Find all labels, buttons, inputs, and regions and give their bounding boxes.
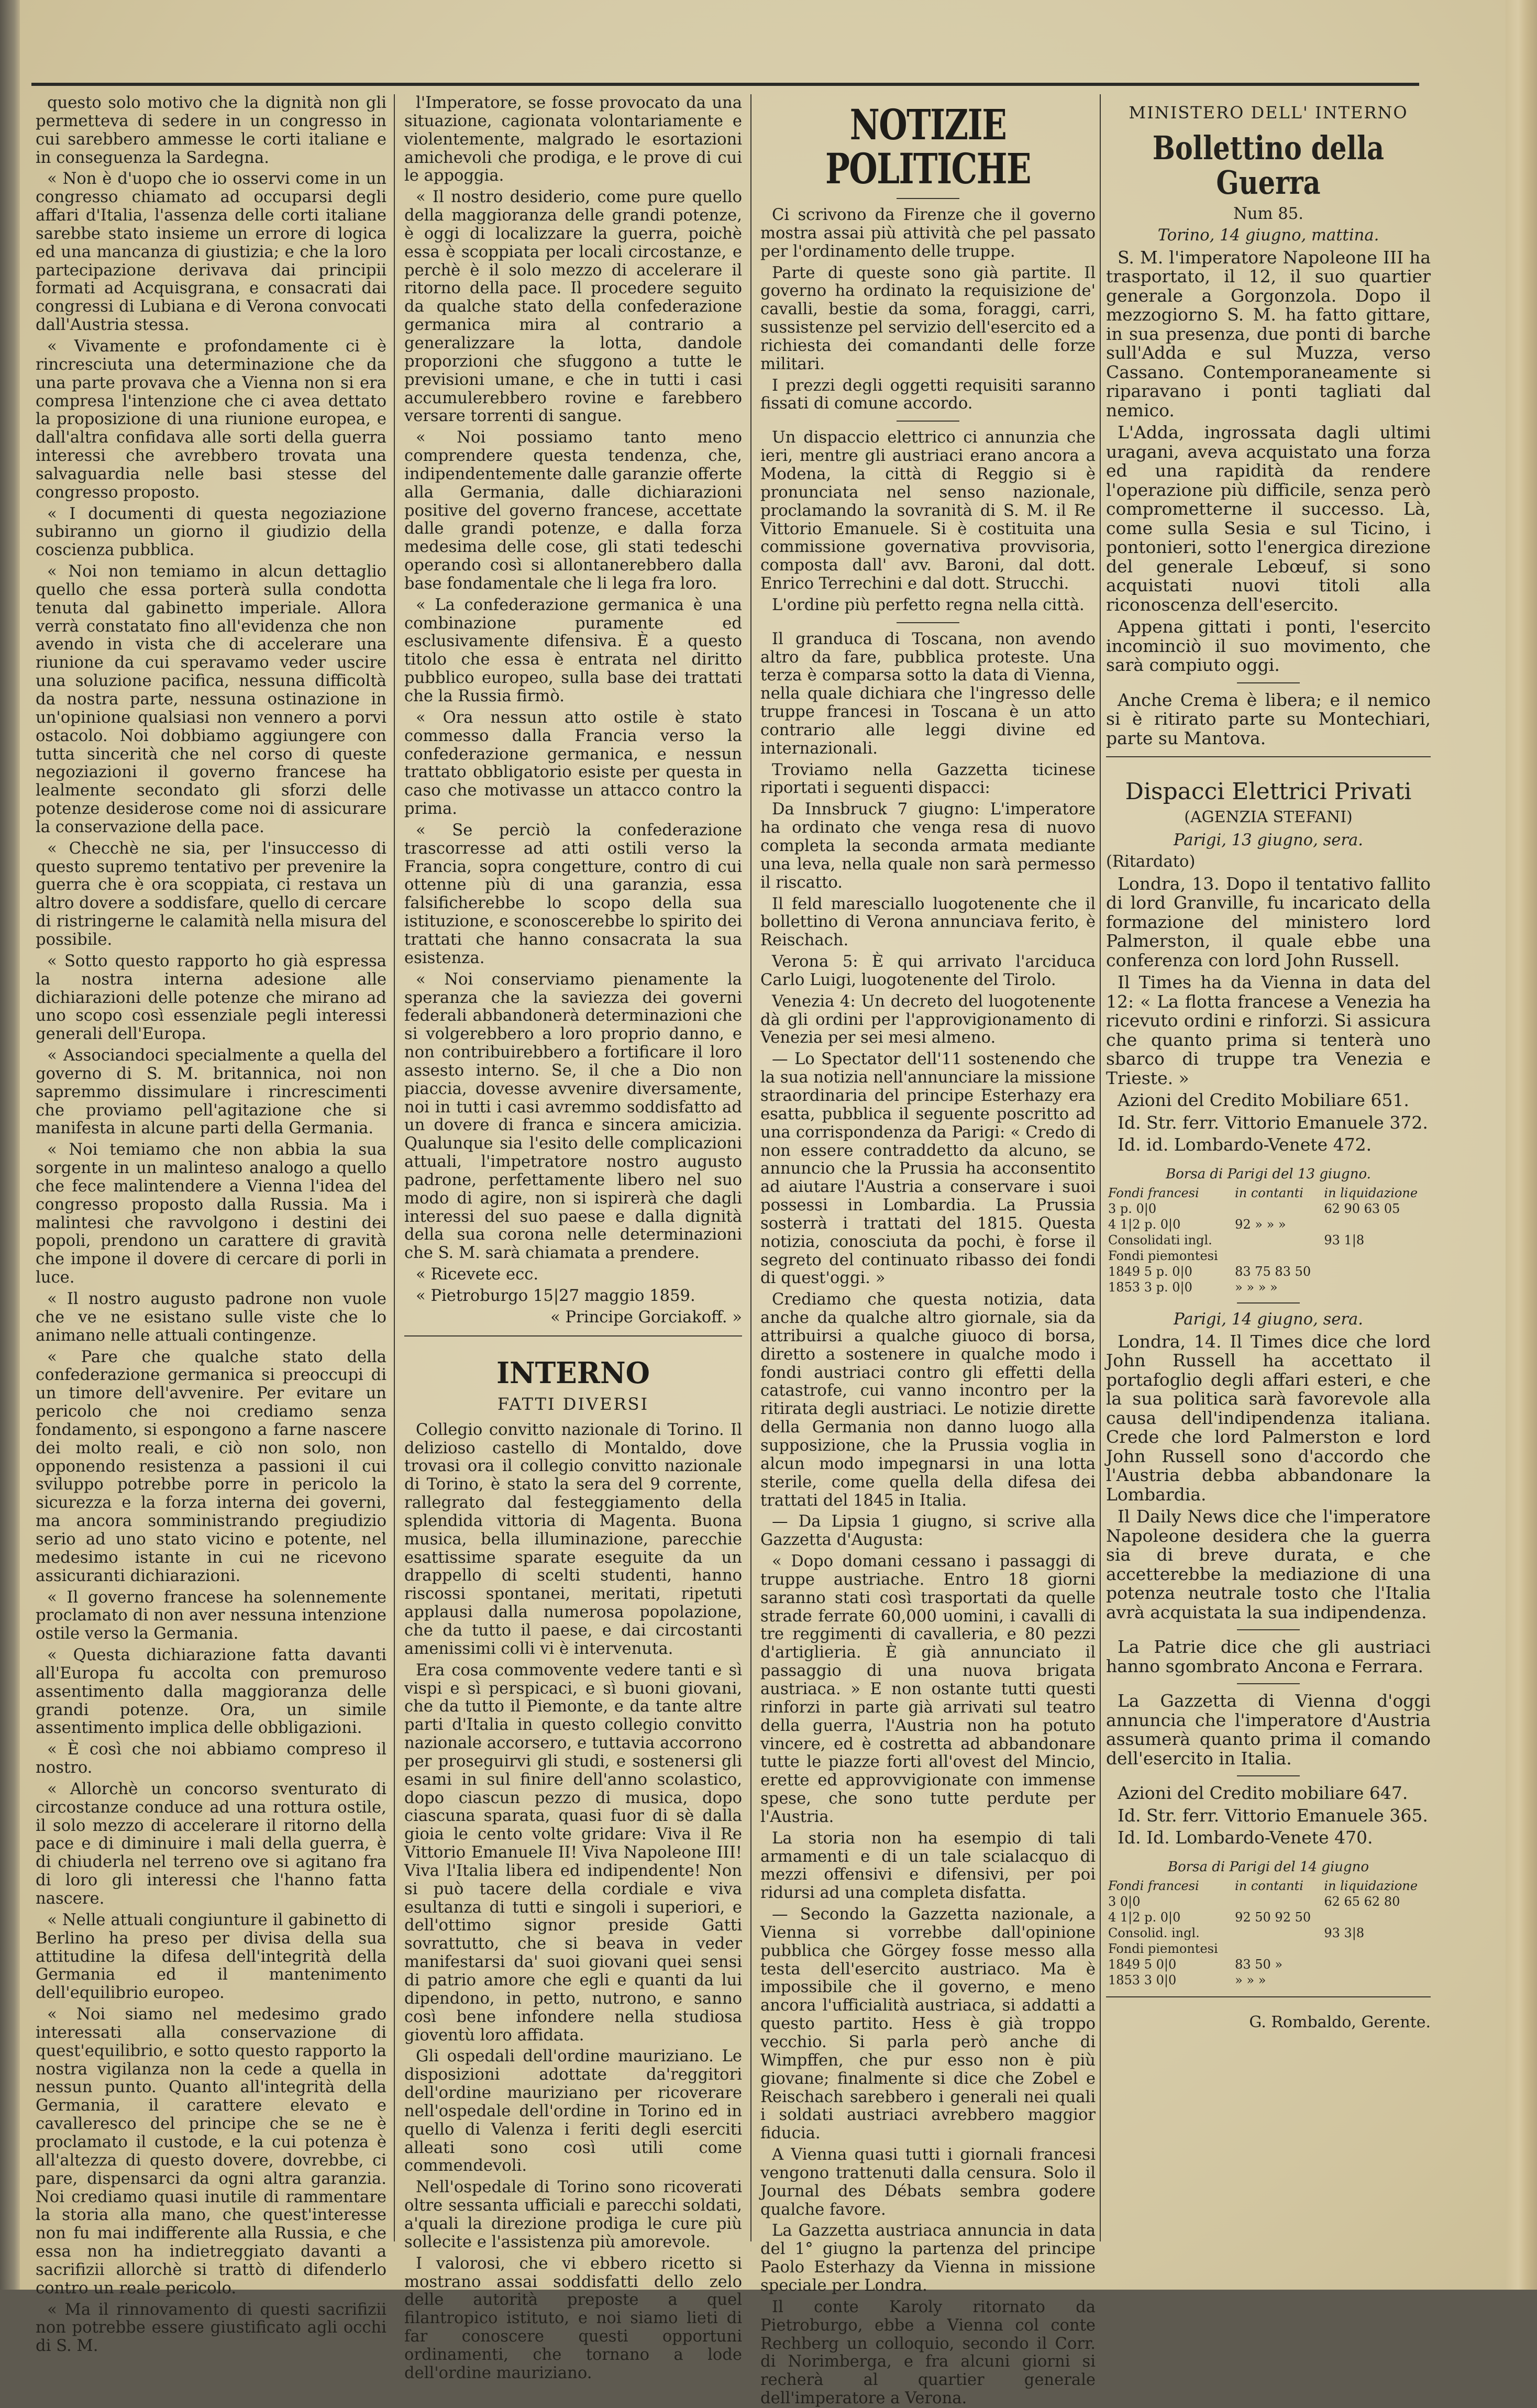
borsa-cell: 93 3|8 xyxy=(1324,1925,1365,1940)
paragraph: Id. Id. Lombardo-Venete 470. xyxy=(1118,1827,1373,1848)
paragraph: Gli ospedali dell'ordine mauriziano. Le disposizioni adottate da'reggitori dell'ordine mauriziano per ricoverare nell'ospedale dell'ordine in Torino ed in quello di Valenza i feriti degli eserciti alleati sono così utili come commendevoli. xyxy=(404,2047,742,2175)
borsa-row xyxy=(1106,1909,1431,1925)
borsa-row xyxy=(1106,1279,1431,1295)
borsa-cell: 1849 5 p. 0|0 xyxy=(1108,1264,1192,1279)
paragraph: — Da Lipsia 1 giugno, si scrive alla Gazzetta d'Augusta: xyxy=(760,1512,1096,1550)
borsa-cell: 1849 5 0|0 xyxy=(1108,1957,1177,1972)
paragraph: Il feld maresciallo luogotenente che il bollettino di Verona annunciava ferito, è Reischach. xyxy=(760,894,1096,950)
borsa-header-cell: Fondi francesi xyxy=(1108,1878,1199,1893)
dispatch-continuation xyxy=(404,94,742,1306)
interno-heading: INTERNO xyxy=(496,1355,650,1390)
borsa-row xyxy=(1106,1894,1431,1909)
paragraph: « È così che noi abbiamo compreso il nostro. xyxy=(36,1740,386,1777)
paragraph: Id. id. Lombardo-Venete 472. xyxy=(1118,1134,1372,1155)
paragraph: « Nelle attuali congiunture il gabinetto di Berlino ha preso per divisa della sua attitudine la difesa dell'integrità della Germania ed il mantenimento dell'equilibrio europeo. xyxy=(36,1910,386,2003)
paragraph: L'Adda, ingrossata dagli ultimi uragani, aveva acquistato una forza ed una rapidità da rendere l'operazione più difficile, senza però comprometterne il successo. Là, come sulla Sesia e sul Ticino, i pontonieri, sotto l'energica direzione del generale Lebœuf, si sono acquistati nuovi titoli alla riconoscenza dell'esercito. xyxy=(1106,422,1431,615)
paragraph: « Dopo domani cessano i passaggi di truppe austriache. Entro 18 giorni saranno stati così trasportati da quelle strade ferrate 60,000 uomini, i cavalli di tre reggimenti di cavalleria, e 80 pezzi d'artiglieria. È già annunciato il passaggio di una nuova brigata austriaca. » E non ostante tutti questi rinforzi in parte già arrivati sul teatro della guerra, l'Austria non ha potuto vincere, ed è costretta ad abbandonare tutte le piazze forti all'ovest del Mincio, erette ed approvvigionate con immense spese, che sono tutte perdute per l'Austria. xyxy=(760,1552,1096,1826)
borsa-row xyxy=(1106,1201,1431,1217)
borsa-cell: 4 1|2 p. 0|0 xyxy=(1108,1217,1181,1232)
section-rule xyxy=(1106,756,1431,757)
borsa-row xyxy=(1106,1957,1431,1972)
paragraph: « Checchè ne sia, per l'insuccesso di questo supremo tentativo per prevenire la guerra che è ora scoppiata, ci restava un altro dovere a soddisfare, quello di cercare di ristringerne le calamità nella misura del possibile. xyxy=(36,839,386,949)
paragraph: Azioni del Credito mobiliare 647. xyxy=(1118,1783,1408,1804)
paragraph: — Lo Spectator dell'11 sostenendo che la sua notizia nell'annunciare la missione straordinaria del principe Esterhazy era esatta, pubblica il seguente poscritto ad una corrispondenza da Parigi: « Credo di non essere contraddetto da alcuno, se annuncio che la Prussia ha acconsentito ad aiutare l'Austria a conservare i suoi possessi in Lombardia. La Prussia sosterrà i trattati del 1815. Questa notizia, conosciuta da pochi, è forse il segreto del continuato ribasso dei fondi di quest'oggi. » xyxy=(760,1050,1096,1288)
borsa-13-table xyxy=(1106,1185,1431,1295)
borsa-cell xyxy=(1322,1972,1431,1988)
borsa-14-title: Borsa di Parigi del 14 giugno xyxy=(1167,1859,1369,1875)
bollettino-number: Num 85. xyxy=(1233,205,1303,223)
short-rule xyxy=(1237,682,1300,683)
paragraph: Venezia 4: Un decreto del luogotenente dà gli ordini per l'approvigionamento di Venezia per sei mesi almeno. xyxy=(760,992,1096,1047)
borsa-cell: 3 p. 0|0 xyxy=(1108,1201,1157,1216)
borsa-header-cell: in liquidazione xyxy=(1324,1185,1418,1200)
dispatches-14 xyxy=(1106,1332,1431,1848)
paragraph: « La confederazione germanica è una combinazione puramente ed esclusivamente difensiva. È a questo titolo che essa è entrata nel diritto pubblico europeo, sulla base dei trattati che la Russia firmò. xyxy=(404,595,742,705)
paragraph: Il Times ha da Vienna in data del 12: « La flotta francese a Venezia ha ricevuto ordini e rinforzi. Si assicura che quanto prima si tenterà uno sbarco di truppe tra Venezia e Trieste. » xyxy=(1106,972,1431,1088)
borsa-cell: 1853 3 p. 0|0 xyxy=(1108,1279,1192,1295)
borsa-14-table xyxy=(1106,1878,1431,1988)
paragraph: « Associandoci specialmente a quella del governo di S. M. britannica, noi non sapremmo dissimulare i rincrescimenti che proviamo pell'agitazione che si manifesta in alcune parti della Germania. xyxy=(36,1046,386,1138)
paragraph: « Se perciò la confederazione trascorresse ad atti ostili verso la Francia, sopra congetture, contro di cui ottenne più di una garanzia, essa falsificherebbe lo scopo della sua istituzione, e sconoscerebbe lo spirito dei trattati che hanno consacrata la sua esistenza. xyxy=(404,821,742,967)
paragraph: La Gazzetta austriaca annuncia in data del 1° giugno la partenza del principe Paolo Esterhazy da Vienna in missione speciale per Londra. xyxy=(760,2222,1096,2295)
ritardato-note: (Ritardato) xyxy=(1106,853,1196,871)
paragraph: Id. Str. ferr. Vittorio Emanuele 372. xyxy=(1118,1112,1428,1133)
paragraph: Londra, 14. Il Times dice che lord John Russell ha accettato il portafoglio degli affari esteri, e che la sua politica sarà favorevole alla causa dell'indipendenza italiana. Crede che lord Palmerston e lord John Russell sono d'accordo che l'Austria debba abbandonare la Lombardia. xyxy=(1106,1331,1431,1505)
borsa-cell xyxy=(1322,1279,1431,1295)
paragraph: La storia non ha esempio di tali armamenti e di un tale scialacquo di mezzi offensivi e difensivi, per poi ridursi ad una completa disfatta. xyxy=(760,1829,1096,1903)
notizie-body xyxy=(760,206,1096,2408)
borsa-cell xyxy=(1322,1909,1431,1925)
paragraph: « Vivamente e profondamente ci è rincresciuta una determinazione che da una parte provava che a Vienna non si era compresa l'intenzione che ci avea dettato la proposizione di una riunione europea, e dall'altra confidava alle sorti della guerra interessi che avrebbero trovata una salvaguardia nelle basi stesse del congresso proposto. xyxy=(36,337,386,502)
borsa-cell: 4 1|2 p. 0|0 xyxy=(1108,1909,1181,1925)
borsa-cell: Consolid. ingl. xyxy=(1108,1925,1200,1940)
ministry-heading: MINISTERO DELL' INTERNO xyxy=(1129,103,1408,123)
column-1 xyxy=(36,94,386,2356)
paragraph: Nell'ospedale di Torino sono ricoverati oltre sessanta ufficiali e parecchi soldati, a'quali la direzione prodiga le cure più sollecite e l'assistenza più amorevole. xyxy=(404,2178,742,2251)
borsa-cell xyxy=(1322,1217,1431,1232)
paragraph: « Noi non temiamo in alcun dettaglio quello che essa porterà sulla condotta tenuta dal gabinetto imperiale. Allora verrà constatato fino all'evidenza che non avendo in vista che di accelerare una riunione da cui speravamo veder uscire una soluzione pacifica, nessuna difficoltà da nostra parte, nessuna ostinazione in un'opinione qualsiasi non vennero a porvi ostacolo. Noi dobbiamo aggiungere con tutta sincerità che nel corso di queste negoziazioni il governo francese ha lealmente secondato gli sforzi delle potenze desiderose come noi di assicurare la conservazione della pace. xyxy=(36,562,386,836)
borsa-header-cell: in contanti xyxy=(1235,1878,1303,1893)
borsa-header-cell: in liquidazione xyxy=(1324,1878,1418,1893)
paragraph: I valorosi, che vi ebbero ricetto si mostrano assai soddisfatti dello zelo delle autorità preposte a quel filantropico istituto, e noi siamo lieti di far conoscere questi opportuni ordinamenti, che tornano a lode dell'ordine mauriziano. xyxy=(404,2254,742,2382)
borsa-header-cell: in contanti xyxy=(1235,1185,1303,1200)
borsa-cell: » » » » xyxy=(1235,1279,1278,1295)
agency-label: (AGENZIA STEFANI) xyxy=(1184,808,1353,827)
paragraph: « Il nostro desiderio, come pure quello della maggioranza delle grandi potenze, è oggi di localizzare la guerra, poichè essa è scoppiata per locali circostanze, e perchè è il solo mezzo di accelerare il ritorno della pace. Il procedere seguito da qualche stato della confederazione germanica mira al contrario a generalizzare la lotta, dandole proporzioni che sfuggono a tutte le previsioni umane, e che in tutti i casi accumulerebbero rovine e farebbero versare torrenti di sangue. xyxy=(404,188,742,426)
paragraph: S. M. l'imperatore Napoleone III ha trasportato, il 12, il suo quartier generale a Gorgonzola. Dopo il mezzogiorno S. M. ha fatto gittare, in sua presenza, due ponti di barche sull'Adda e sul Muzza, verso Cassano. Contemporaneamente si riparavano i ponti tagliati dal nemico. xyxy=(1106,247,1431,421)
bollettino-heading: Bollettino della Guerra xyxy=(1152,129,1385,202)
section-rule xyxy=(404,1335,742,1336)
paragraph: Appena gittati i ponti, l'esercito incominciò il suo movimento, che sarà compiuto oggi. xyxy=(1106,616,1431,676)
paragraph: « Questa dichiarazione fatta davanti all'Europa fu accolta con premuroso assentimento dalla maggioranza delle grandi potenze. Ora, un simile assentimento implica delle obbligazioni. xyxy=(36,1646,386,1738)
paragraph: « Ma il rinnovamento di questi sacrifizii non potrebbe essere giustificato agli occhi di S. M. xyxy=(36,2300,386,2356)
paragraph: « Pare che qualche stato della confederazione germanica si preoccupi di un timore dell'avvenire. Per evitare un pericolo che noi crediamo senza fondamento, si espongono a farne nascere dei molto reali, e ciò non solo, non opponendo resistenza a passioni il cui sviluppo potrebbe porre in pericolo la sicurezza e la forza interna dei governi, ma ancora somministrando pregiudizio serio ad uno stato vicino e potente, nel medesimo istante in cui ne ricevono assicuranti dichiarazioni. xyxy=(36,1347,386,1585)
column-rule xyxy=(1100,94,1101,2241)
paragraph: Il granduca di Toscana, non avendo altro da fare, pubblica proteste. Una terza è comparsa sotto la data di Vienna, nella quale dichiara che l'ingresso delle truppe francesi in Toscana è un atto contrario alle leggi divine ed internazionali. xyxy=(760,629,1096,758)
borsa-row xyxy=(1106,1217,1431,1232)
paragraph: « Pietroburgo 15|27 maggio 1859. xyxy=(416,1287,695,1305)
paragraph: Ci scrivono da Firenze che il governo mostra assai più attività che pel passato per l'ordinamento delle truppe. xyxy=(760,206,1096,261)
paragraph: — Secondo la Gazzetta nazionale, a Vienna si vorrebbe dall'opinione pubblica che Görgey fosse messo alla testa dell'esercito austriaco. Ma è impossibile che il governo, e meno ancora l'ufficialità austriaca, si addatti a questo partito. Hess è già troppo vecchio. Si parla però anche di Wimpffen, che pur esso non è più giovane; finalmente si dice che Zobel e Reischach sarebbero i generali nei quali i soldati austriaci avrebbero maggior fiducia. xyxy=(760,1905,1096,2143)
borsa-row xyxy=(1106,1232,1431,1248)
paragraph: « Non è d'uopo che io osservi come in un congresso chiamato ad occuparsi degli affari d'Italia, l'assenza delle corti italiane sarebbe stato insieme un errore di logica ed una mancanza di giustizia; e che la loro partecipazione derivava dai principii formati ad Acquisgrana, e consacrati dai congressi di Lubiana e di Verona convocati dall'Austria stessa. xyxy=(36,170,386,335)
paragraph: La Patrie dice che gli austriaci hanno sgombrato Ancona e Ferrara. xyxy=(1106,1637,1431,1676)
short-rule xyxy=(1237,1775,1300,1776)
borsa-cell xyxy=(1233,1925,1322,1941)
borsa-cell: 83 50 » xyxy=(1235,1957,1283,1972)
paragraph: Un dispaccio elettrico ci annunzia che ieri, mentre gli austriaci erano ancora a Modena, la città di Reggio si è pronunciata nel senso nazionale, proclamando la sovranità di S. M. il Re Vittorio Emanuele. Si è costituita una commissione governativa provvisoria, composta dall' avv. Baroni, dal dott. Enrico Terrechini e dal dott. Strucchi. xyxy=(760,428,1096,593)
paragraph: Londra, 13. Dopo il tentativo fallito di lord Granville, fu incaricato della formazione del ministero lord Palmerston, il quale ebbe una conferenza con lord John Russell. xyxy=(1106,873,1431,970)
borsa-cell xyxy=(1322,1941,1431,1957)
paragraph: « Noi conserviamo pienamente la speranza che la saviezza dei governi federali abbandonerà determinazioni che si volgerebbero a loro proprio danno, e non contribuirebbero a fortificare il loro assesto interno. Se, il che a Dio non piaccia, dovesse avvenire diversamente, noi in tutti i casi avremmo soddisfatto ad un dovere di franca e sincera amicizia. Qualunque sia l'esito delle complicazioni attuali, l'impetratore nostro augusto padrone, perfettamente libero nel suo modo di agire, non si ispirerà che dagli interessi del suo paese e dalla dignità della sua corona nelle determinazioni che S. M. sarà chiamata a prendere. xyxy=(404,970,742,1263)
short-rule xyxy=(1237,1629,1300,1630)
dispatch-date-13: Parigi, 13 giugno, sera. xyxy=(1174,831,1363,850)
borsa-cell: 92 » » » xyxy=(1235,1217,1286,1232)
column-2 xyxy=(404,94,742,2382)
borsa-cell: 93 1|8 xyxy=(1324,1232,1365,1247)
column-rule xyxy=(394,94,395,2241)
borsa-cell: 62 90 63 05 xyxy=(1324,1201,1400,1216)
paragraph: Id. Str. ferr. Vittorio Emanuele 365. xyxy=(1118,1805,1428,1826)
column-4 xyxy=(1106,94,1431,2247)
borsa-cell: Consolidati ingl. xyxy=(1108,1232,1212,1247)
bollettino-date: Torino, 14 giugno, mattina. xyxy=(1157,226,1379,245)
notizie-politiche-heading: NOTIZIE POLITICHE xyxy=(825,100,1031,193)
paragraph: La Gazzetta di Vienna d'oggi annuncia che l'imperatore d'Austria assumerà quanto prima il comando dell'esercito in Italia. xyxy=(1106,1691,1431,1769)
paragraph: « Noi temiamo che non abbia la sua sorgente in un malinteso analogo a quello che fece malintendere a Vienna l'idea del congresso proposto dalla Russia. Ma i malintesi che ravvolgono i destini dei popoli, prendono un carattere di gravità che impone il dovere di cercare di porli in luce. xyxy=(36,1141,386,1287)
paragraph: Troviamo nella Gazzetta ticinese riportati i seguenti dispacci: xyxy=(760,760,1096,798)
paragraph: Azioni del Credito Mobiliare 651. xyxy=(1118,1090,1409,1111)
fatti-diversi-body xyxy=(404,1421,742,2383)
column-rule xyxy=(750,94,751,2241)
borsa-cell xyxy=(1233,1941,1322,1957)
paragraph: questo solo motivo che la dignità non gli permetteva di sedere in un congresso in cui sarebbero ammesse le corti italiane e in conseguenza la Sardegna. xyxy=(36,94,386,167)
borsa-cell xyxy=(1233,1894,1322,1909)
dispatch-date-14: Parigi, 14 giugno, sera. xyxy=(1174,1310,1363,1329)
borsa-cell: 3 0|0 xyxy=(1108,1894,1141,1909)
paragraph: « Il governo francese ha solennemente proclamato di non aver nessuna intenzione ostile verso la Germania. xyxy=(36,1588,386,1643)
short-rule xyxy=(1237,1302,1300,1304)
paragraph: I prezzi degli oggetti requisiti saranno fissati di comune accordo. xyxy=(760,376,1096,413)
dispatches-13 xyxy=(1106,875,1431,1155)
fatti-diversi-heading: FATTI DIVERSI xyxy=(497,1394,649,1414)
borsa-cell xyxy=(1322,1264,1431,1279)
borsa-cell: » » » xyxy=(1235,1972,1266,1987)
paragraph: Il conte Karoly ritornato da Pietroburgo, ebbe a Vienna col conte Rechberg un colloquio, secondo il Corr. di Norimberga, e fra alcuni giorni si recherà al quartier generale dell'imperatore a Verona. xyxy=(760,2297,1096,2408)
section-rule xyxy=(1106,1996,1431,1997)
paragraph: Crediamo che questa notizia, data anche da qualche altro giornale, sia da attribuirsi a qualche giuoco di borsa, diretto a sostenere in qualche modo i fondi austriaci contro gli effetti della catastrofe, cui vanno incontro per la ritirata degli austriaci. Le notizie dirette della Germania non danno luogo alla supposizione, che la Prussia voglia in alcun modo impegnarsi in una lotta sterile, come quella della difesa dei trattati del 1845 in Italia. xyxy=(760,1290,1096,1510)
paragraph: Verona 5: È qui arrivato l'arciduca Carlo Luigi, luogotenente del Tirolo. xyxy=(760,953,1096,989)
borsa-cell: Fondi piemontesi xyxy=(1108,1248,1218,1263)
bollettino-body xyxy=(1106,248,1431,748)
gerente-signature: G. Rombaldo, Gerente. xyxy=(1249,2013,1431,2031)
top-rule xyxy=(31,83,1419,86)
paragraph: « I documenti di questa negoziazione subiranno un giorno il giudizio della coscienza pubblica. xyxy=(36,504,386,560)
paragraph: « Il nostro augusto padrone non vuole che ve ne esistano sulle viste che lo animano nelle attuali contingenze. xyxy=(36,1290,386,1345)
borsa-13-title: Borsa di Parigi del 13 giugno. xyxy=(1166,1166,1371,1182)
borsa-cell xyxy=(1233,1248,1322,1264)
borsa-cell: 1853 3 0|0 xyxy=(1108,1972,1177,1987)
short-rule xyxy=(1237,1683,1300,1684)
borsa-header-cell: Fondi francesi xyxy=(1108,1185,1199,1200)
paragraph: « Ricevete ecc. xyxy=(416,1265,539,1284)
borsa-row xyxy=(1106,1264,1431,1279)
short-rule xyxy=(897,198,959,199)
paragraph: Da Innsbruck 7 giugno: L'imperatore ha ordinato che venga resa di nuovo completa la seconda armata mediante una leva, nella quale non sarà permesso il riscatto. xyxy=(760,800,1096,892)
short-rule xyxy=(897,622,959,623)
borsa-cell: Fondi piemontesi xyxy=(1108,1941,1218,1956)
paragraph: « Noi siamo nel medesimo grado interessati alla conservazione di quest'equilibrio, e sotto questo rapporto la nostra vigilanza non la cede a quella in nessun punto. Quanto all'integrità della Germania, il carattere elevato e cavalleresco del principe che se ne è proclamato il custode, e la cui potenza è all'altezza di questo dovere, dovrebbe, ci pare, dispensarci da ogni altra garanzia. Noi crediamo quasi inutile di rammentare la storia alla mano, che quest'interesse non fu mai indifferente alla Russia, e che essa non ha indietreggiato davanti a sacrifizii allorchè si trattò di difenderlo contro un reale pericolo. xyxy=(36,2005,386,2297)
paragraph: Parte di queste sono già partite. Il governo ha ordinato la requisizione de' cavalli, bestie da soma, foraggi, carri, sussistenze pel servizio dell'esercito ed a richiesta dei comandanti delle forze militari. xyxy=(760,263,1096,373)
paragraph: « Noi possiamo tanto meno comprendere questa tendenza, che, indipendentemente dalle garanzie offerte alla Germania, dalle dichiarazioni positive del governo francese, accettate dalle grandi potenze, e dalla forza medesima delle cose, gli stati tedeschi operando così si allontanerebbero dalla base fondamentale che li lega fra loro. xyxy=(404,428,742,593)
borsa-row xyxy=(1106,1925,1431,1941)
paragraph: l'Imperatore, se fosse provocato da una situazione, cagionata volontariamente e violentemente, malgrado le esortazioni amichevoli che prodiga, e le prove di cui le appoggia. xyxy=(404,94,742,185)
column-3 xyxy=(760,94,1096,2408)
borsa-row xyxy=(1106,1941,1431,1957)
borsa-cell xyxy=(1233,1232,1322,1248)
borsa-cell xyxy=(1322,1957,1431,1972)
borsa-row xyxy=(1106,1248,1431,1264)
page-edge xyxy=(1506,0,1537,2290)
paragraph: Collegio convitto nazionale di Torino. Il delizioso castello di Montaldo, dove trovasi ora il collegio convitto nazionale di Torino, è stato la sera del 9 corrente, rallegrato dal festeggiamento della splendida vittoria di Magenta. Buona musica, bella illuminazione, parecchie esattissime sparate eseguite da un drappello di scelti studenti, hanno riscossi spontanei, meritati, ripetuti applausi dalla numerosa popolazione, che da tutto il paese, e dai circostanti amenissimi colli vi è intervenuta. xyxy=(404,1420,742,1658)
paragraph: Anche Crema è libera; e il nemico si è ritirato parte su Montechiari, parte su Mantova. xyxy=(1106,689,1431,748)
borsa-cell: 83 75 83 50 xyxy=(1235,1264,1311,1279)
paragraph: L'ordine più perfetto regna nella città. xyxy=(772,595,1085,614)
signature-gorciakoff: « Principe Gorciakoff. » xyxy=(550,1308,742,1327)
short-rule xyxy=(897,421,959,422)
borsa-cell: 62 65 62 80 xyxy=(1324,1894,1400,1909)
paragraph: « Sotto questo rapporto ho già espressa la nostra interna adesione alle dichiarazioni delle potenze che mirano ad uno scopo così essenziale pegli interessi generali dell'Europa. xyxy=(36,952,386,1044)
dispacci-heading: Dispacci Elettrici Privati xyxy=(1125,778,1412,805)
borsa-cell xyxy=(1233,1201,1322,1217)
borsa-row xyxy=(1106,1972,1431,1988)
paragraph: « Ora nessun atto ostile è stato commesso dalla Francia verso la confederazione germanica, e nessun trattato obbligatorio esiste per questa in caso che motivasse un attacco contro la prima. xyxy=(404,708,742,819)
binding-edge xyxy=(0,0,20,2290)
paragraph: Era cosa commovente vedere tanti e sì vispi e sì perspicaci, e sì buoni giovani, che da tutto il Piemonte, e da tante altre parti d'Italia in questo collegio convitto nazionale accorsero, e tuttavia accorrono per proseguirvi gli studi, e sostenersi gli esami in sul finire dell'anno scolastico, dopo ciascun pezzo di musica, dopo ciascuna sparata, quasi fuor di sè dalla gioia le cento volte gridare: Viva il Re Vittorio Emanuele II! Viva Napoleone III! Viva l'Italia libera ed indipendente! Non si può tacere della cordiale e viva esultanza di tutti e singoli i superiori, e dell'ottimo signor preside Gatti sovrattutto, che si beava in veder manifestarsi da' suoi giovani quei sensi di patrio amore che egli e quanti da lui dipendono, in petto, nutrono, e sanno così bene infondere nella studiosa gioventù loro affidata. xyxy=(404,1661,742,2045)
paragraph: A Vienna quasi tutti i giornali francesi vengono trattenuti dalla censura. Solo il Journal des Débats sembra godere qualche favore. xyxy=(760,2146,1096,2219)
paragraph: Il Daily News dice che l'imperatore Napoleone desidera che la guerra sia di breve durata, e che accetterebbe la mediazione di una potenza neutrale tosto che l'Italia avrà acquistata la sua indipendenza. xyxy=(1106,1506,1431,1622)
paragraph: « Allorchè un concorso sventurato di circostanze conduce ad una rottura ostile, il solo mezzo di accelerare il ritorno della pace e di diminuire i mali della guerra, è di chiuderla nel terreno ove si agitano fra di loro gli interessi che l'hanno fatta nascere. xyxy=(36,1780,386,1908)
borsa-cell: 92 50 92 50 xyxy=(1235,1909,1311,1925)
borsa-cell xyxy=(1322,1248,1431,1264)
